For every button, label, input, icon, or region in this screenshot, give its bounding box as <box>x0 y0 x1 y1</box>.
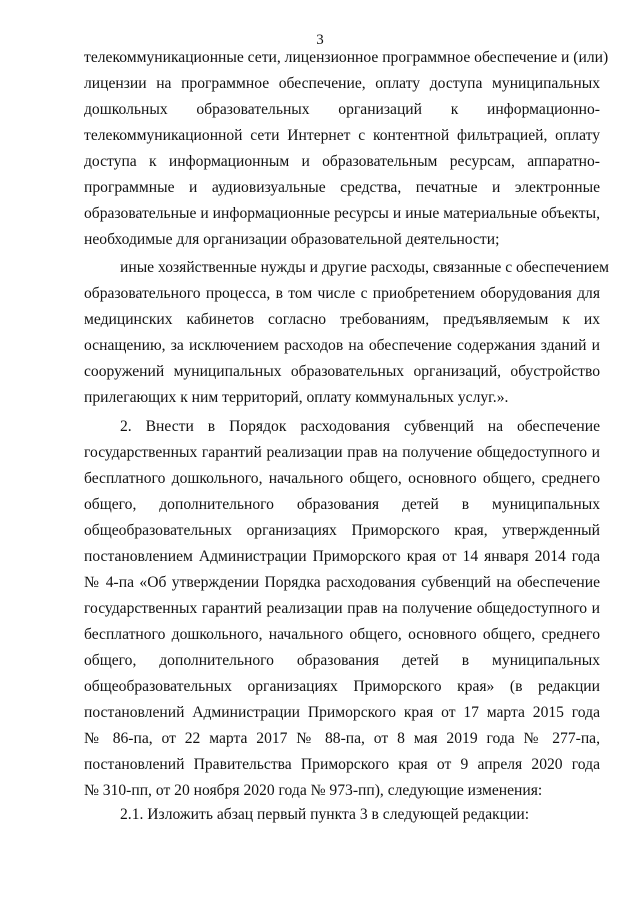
text-line: общеобразовательных организациях Приморского края» (в редакции <box>84 678 600 695</box>
text-line: телекоммуникационные сети, лицензионное программное обеспечение и (или) <box>84 49 609 66</box>
text-line: № 310-пп, от 20 ноября 2020 года № 973-пп), следующие изменения: <box>84 782 543 799</box>
text-line: № 86-па, от 22 марта 2017 № 88-па, от 8 мая 2019 года № 277-па, <box>84 730 600 747</box>
text-line: постановлений Правительства Приморского края от 9 апреля 2020 года <box>84 756 600 773</box>
text-line: общего, дополнительного образования детей в муниципальных <box>84 652 600 669</box>
text-line: общего, дополнительного образования детей в муниципальных <box>84 496 600 513</box>
text-line: необходимые для организации образовательной деятельности; <box>84 231 500 248</box>
text-line: бесплатного дошкольного, начального общего, основного общего, среднего <box>84 626 600 643</box>
text-line: иные хозяйственные нужды и другие расходы, связанные с обеспечением <box>120 259 609 276</box>
text-line: образовательного процесса, в том числе с приобретением оборудования для <box>84 285 600 302</box>
text-line: постановлений Администрации Приморского края от 17 марта 2015 года <box>84 704 600 721</box>
paragraph-other-expenses <box>84 255 609 411</box>
text-line: медицинских кабинетов согласно требованиям, предъявляемым к их <box>84 311 600 328</box>
text-line: лицензии на программное обеспечение, оплату доступа муниципальных <box>84 75 600 92</box>
page-number: 3 <box>316 32 324 48</box>
text-line: государственных гарантий реализации прав на получение общедоступного и <box>84 600 600 617</box>
paragraph-item-2-1 <box>84 802 600 828</box>
text-line: сооружений муниципальных образовательных организаций, обустройство <box>84 363 600 380</box>
text-line: постановлением Администрации Приморского края от 14 января 2014 года <box>84 548 600 565</box>
text-line: программные и аудиовизуальные средства, печатные и электронные <box>84 179 600 196</box>
text-line: общеобразовательных организациях Приморского края, утвержденный <box>84 522 600 539</box>
text-line: дошкольных образовательных организаций к информационно- <box>84 101 600 118</box>
text-line: доступа к информационным и образовательным ресурсам, аппаратно- <box>84 153 600 170</box>
paragraph-equipment-continuation <box>84 45 609 253</box>
text-line: прилегающих к ним территорий, оплату коммунальных услуг.». <box>84 389 509 406</box>
paragraph-item-2 <box>84 414 600 804</box>
text-line: государственных гарантий реализации прав на получение общедоступного и <box>84 444 600 461</box>
text-line: 2.1. Изложить абзац первый пункта 3 в следующей редакции: <box>120 806 530 823</box>
text-line: бесплатного дошкольного, начального общего, основного общего, среднего <box>84 470 600 487</box>
text-line: оснащению, за исключением расходов на обеспечение содержания зданий и <box>84 337 600 354</box>
text-line: образовательные и информационные ресурсы и иные материальные объекты, <box>84 205 600 222</box>
text-line: 2. Внести в Порядок расходования субвенций на обеспечение <box>120 418 600 435</box>
text-line: № 4-па «Об утверждении Порядка расходования субвенций на обеспечение <box>84 574 600 591</box>
text-line: телекоммуникационной сети Интернет с контентной фильтрацией, оплату <box>84 127 600 144</box>
